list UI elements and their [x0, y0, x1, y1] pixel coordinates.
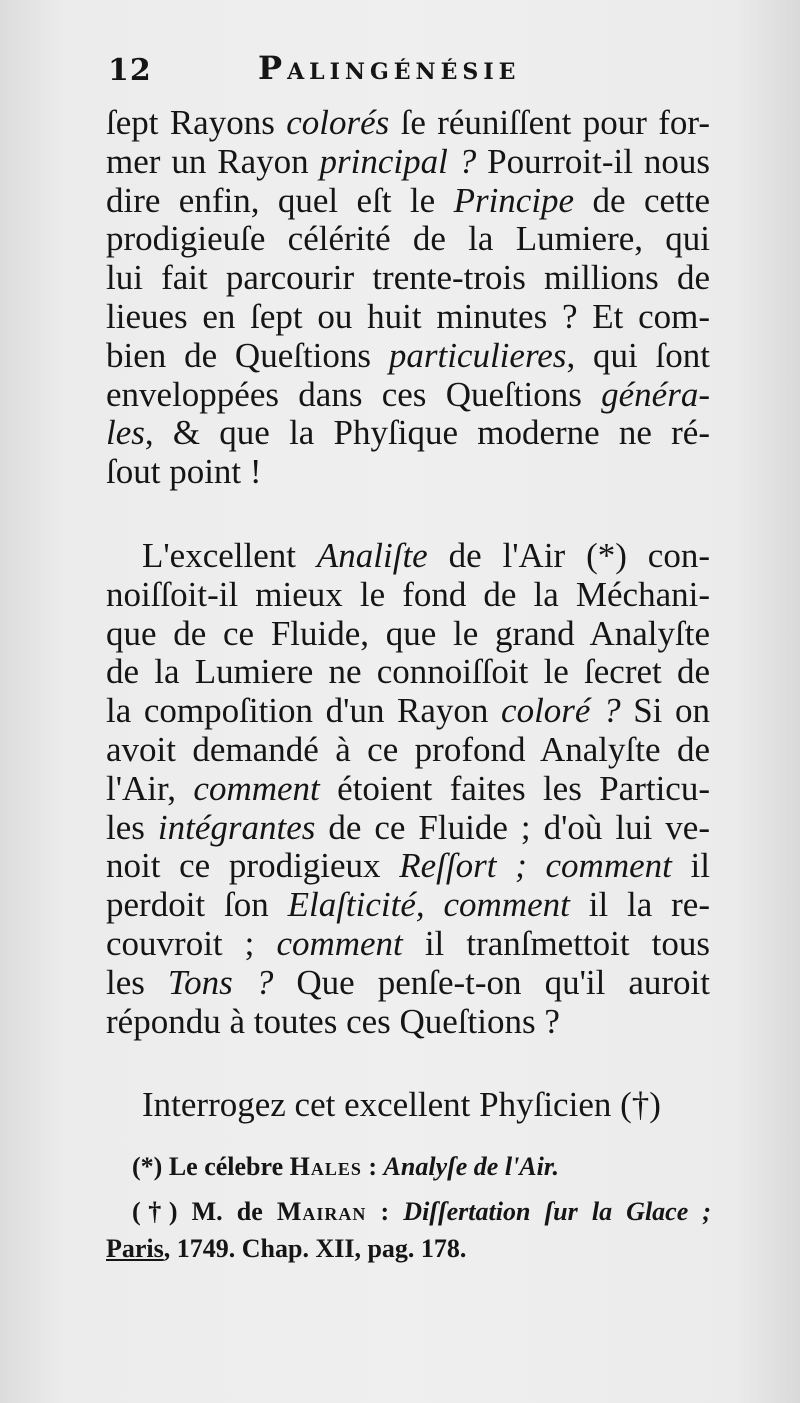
footnote-dagger-continuation: Paris, 1749. Chap. XII, pag. 178. — [106, 1234, 467, 1263]
text-line: couvroit ; comment il tranſmettoit tous — [106, 923, 710, 963]
text-line: de la Lumiere ne connoiſſoit le ſecret de — [106, 652, 710, 692]
text-line: bien de Queſtions particulieres, qui ſont — [106, 335, 710, 375]
footnote-asterisk: (*) Le célebre Hales : Analyſe de l'Air. — [132, 1152, 560, 1181]
paragraph-3 — [106, 1086, 710, 1125]
page-header — [108, 45, 578, 95]
text-line: les intégrantes de ce Fluide ; d'où lui ve- — [106, 807, 710, 847]
text-line: prodigieuſe célérité de la Lumiere, qui — [106, 219, 710, 259]
text-line: ſept Rayons colorés ſe réuniſſent pour for- — [106, 103, 710, 142]
text-line: perdoit ſon Elaſticité, comment il la re- — [106, 885, 710, 925]
paragraph-gap — [106, 1041, 710, 1086]
body-text — [106, 104, 710, 1125]
text-line: l'Air, comment étoient faites les Particu- — [106, 768, 710, 808]
paragraph-2 — [106, 537, 710, 1041]
footnotes — [106, 1148, 711, 1267]
text-line: mer un Rayon principal ? Pourroit-il nous — [106, 141, 711, 181]
text-line: noit ce prodigieux Reſſort ; comment il — [106, 846, 711, 886]
text-line: lieues en ſept ou huit minutes ? Et com- — [106, 296, 710, 336]
text-line: répondu à toutes ces Queſtions ? — [106, 1001, 560, 1041]
text-line: L'excellent Analiſte de l'Air (*) con- — [142, 535, 710, 575]
text-line: que de ce Fluide, que le grand Analyſte — [106, 613, 710, 653]
text-line: noiſſoit-il mieux le fond de la Méchani- — [106, 574, 710, 614]
running-title: Palingénésie — [258, 49, 521, 87]
text-line: les Tons ? Que penſe-t-on qu'il auroit — [106, 962, 711, 1002]
text-line: avoit demandé à ce profond Analyſte de — [106, 729, 710, 769]
text-line: dire enfin, quel eſt le Principe de cette — [106, 180, 710, 220]
text-line: les, & que la Phyſique moderne ne ré- — [106, 413, 710, 453]
text-line: Interrogez cet excellent Phyſicien (†) — [142, 1085, 661, 1125]
paragraph-1 — [106, 104, 710, 492]
paragraph-gap — [106, 492, 710, 537]
text-line: la compoſition d'un Rayon coloré ? Si on — [106, 691, 710, 731]
text-line: lui fait parcourir trente-trois millions de — [106, 258, 710, 298]
footnote-dagger: (†) M. de Mairan : Diſſertation ſur la Glace ; — [132, 1197, 712, 1226]
text-line: enveloppées dans ces Queſtions généra- — [106, 374, 710, 414]
text-line: ſout point ! — [106, 452, 262, 492]
page-number: 12 — [108, 53, 152, 88]
